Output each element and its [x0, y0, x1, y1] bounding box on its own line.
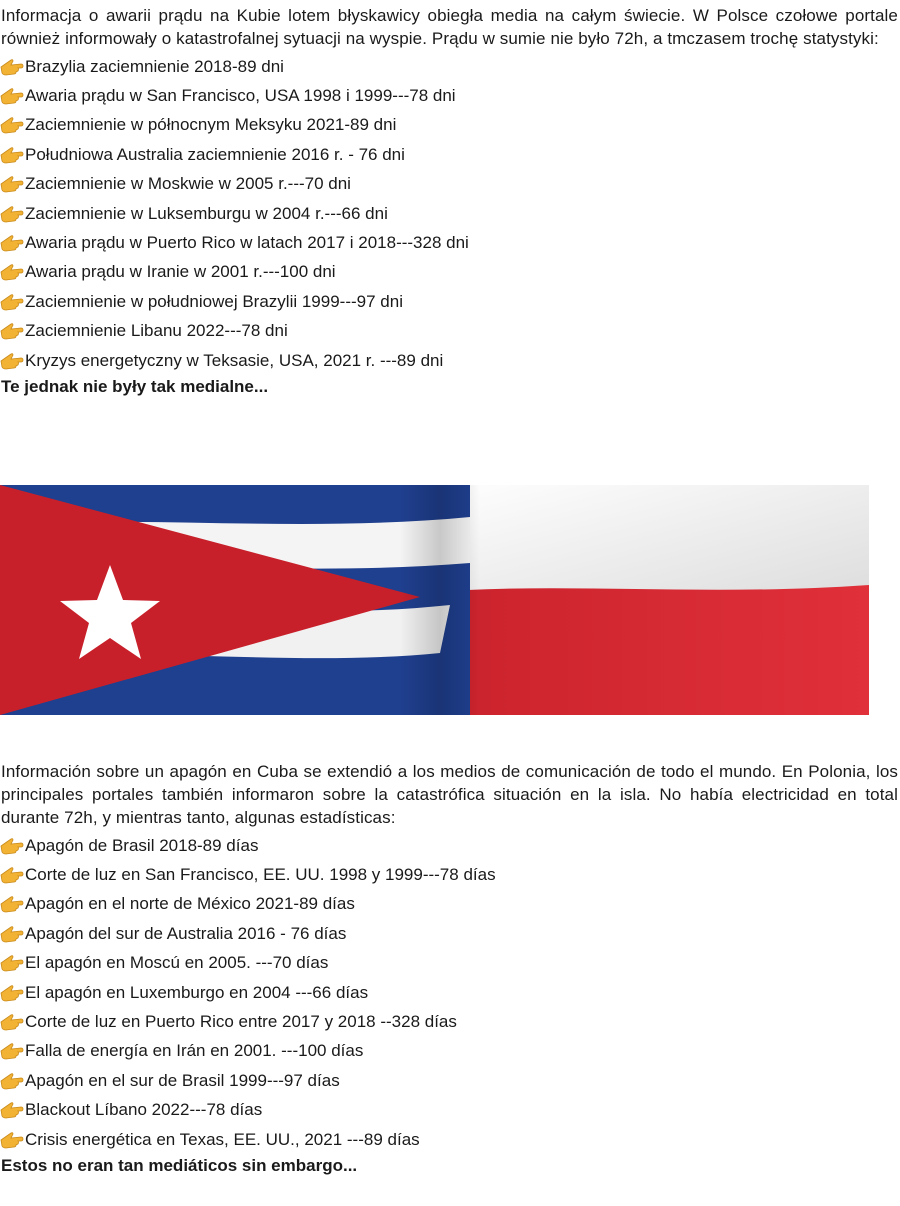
list-item — [0, 949, 900, 978]
list-item — [0, 1096, 900, 1125]
list-item-label: Corte de luz en San Francisco, EE. UU. 1998 y 1999---78 días — [25, 865, 496, 885]
pointing-hand-icon — [0, 865, 24, 885]
spanish-intro: Información sobre un apagón en Cuba se extendió a los medios de comunicación de todo el mundo. En Polonia, los principales portales también informaron sobre la catastrófica situación en la isla. No había electricidad en total durante 72h, y mientras tanto, algunas estadísticas: — [1, 762, 898, 827]
polish-closing: Te jednak nie były tak medialne... — [1, 377, 269, 397]
list-item-label: El apagón en Moscú en 2005. ---70 días — [25, 953, 329, 973]
spanish-stat-list — [0, 831, 900, 1154]
list-item — [0, 1125, 900, 1154]
list-item — [0, 81, 900, 110]
list-item — [0, 1037, 900, 1066]
polish-intro: Informacja o awarii prądu na Kubie lotem błyskawicy obiegła media na całym świecie. W Polsce czołowe portale również informowały o katastrofalnej sytuacji na wyspie. Prądu w sumie nie było 72h, a tmczasem trochę statystyki: — [1, 6, 898, 48]
list-item — [0, 978, 900, 1007]
pointing-hand-icon — [0, 115, 24, 135]
list-item — [0, 199, 900, 228]
list-item-label: Zaciemnienie w południowej Brazylii 1999---97 dni — [25, 291, 403, 311]
list-item-label: Zaciemnienie w Luksemburgu w 2004 r.---66 dni — [25, 203, 388, 223]
list-item-label: Brazylia zaciemnienie 2018-89 dni — [25, 56, 284, 76]
list-item — [0, 258, 900, 287]
list-item-label: Kryzys energetyczny w Teksasie, USA, 2021 r. ---89 dni — [25, 350, 444, 370]
pointing-hand-icon — [0, 174, 24, 194]
list-item-label: Apagón de Brasil 2018-89 días — [25, 835, 259, 855]
list-item-label: Blackout Líbano 2022---78 días — [25, 1100, 263, 1120]
list-item-label: Corte de luz en Puerto Rico entre 2017 y 2018 --328 días — [25, 1012, 457, 1032]
pointing-hand-icon — [0, 145, 24, 165]
list-item-label: Awaria prądu w San Francisco, USA 1998 i 1999---78 dni — [25, 86, 456, 106]
list-item — [0, 140, 900, 169]
list-item-label: Zaciemnienie Libanu 2022---78 dni — [25, 321, 288, 341]
polish-section — [0, 4, 900, 397]
spanish-section — [0, 760, 900, 1176]
pointing-hand-icon — [0, 57, 24, 77]
pointing-hand-icon — [0, 292, 24, 312]
list-item — [0, 52, 900, 81]
list-item-label: Apagón en el sur de Brasil 1999---97 días — [25, 1070, 340, 1090]
pointing-hand-icon — [0, 351, 24, 371]
spanish-closing: Estos no eran tan mediáticos sin embargo... — [1, 1156, 358, 1176]
list-item-label: Awaria prądu w Puerto Rico w latach 2017 i 2018---328 dni — [25, 233, 469, 253]
pointing-hand-icon — [0, 86, 24, 106]
pointing-hand-icon — [0, 262, 24, 282]
pointing-hand-icon — [0, 983, 24, 1003]
flags-cuba-poland-image — [0, 485, 869, 715]
pointing-hand-icon — [0, 1100, 24, 1120]
pointing-hand-icon — [0, 953, 24, 973]
pointing-hand-icon — [0, 233, 24, 253]
list-item-label: El apagón en Luxemburgo en 2004 ---66 días — [25, 982, 369, 1002]
list-item — [0, 919, 900, 948]
list-item — [0, 287, 900, 316]
pointing-hand-icon — [0, 836, 24, 856]
list-item-label: Awaria prądu w Iranie w 2001 r.---100 dni — [25, 262, 336, 282]
pointing-hand-icon — [0, 1041, 24, 1061]
polish-stat-list — [0, 52, 900, 375]
list-item-label: Południowa Australia zaciemnienie 2016 r. - 76 dni — [25, 144, 405, 164]
pointing-hand-icon — [0, 1071, 24, 1091]
pointing-hand-icon — [0, 321, 24, 341]
list-item — [0, 1007, 900, 1036]
list-item — [0, 890, 900, 919]
list-item-label: Apagón del sur de Australia 2016 - 76 días — [25, 923, 347, 943]
list-item-label: Falla de energía en Irán en 2001. ---100 días — [25, 1041, 364, 1061]
pointing-hand-icon — [0, 1130, 24, 1150]
pointing-hand-icon — [0, 204, 24, 224]
list-item — [0, 1066, 900, 1095]
list-item-label: Zaciemnienie w Moskwie w 2005 r.---70 dni — [25, 174, 351, 194]
list-item — [0, 111, 900, 140]
list-item — [0, 831, 900, 860]
pointing-hand-icon — [0, 924, 24, 944]
list-item-label: Crisis energética en Texas, EE. UU., 2021 ---89 días — [25, 1129, 420, 1149]
pointing-hand-icon — [0, 894, 24, 914]
list-item-label: Zaciemnienie w północnym Meksyku 2021-89 dni — [25, 115, 397, 135]
list-item — [0, 317, 900, 346]
list-item-label: Apagón en el norte de México 2021-89 días — [25, 894, 355, 914]
list-item — [0, 860, 900, 889]
list-item — [0, 170, 900, 199]
pointing-hand-icon — [0, 1012, 24, 1032]
list-item — [0, 228, 900, 257]
list-item — [0, 346, 900, 375]
